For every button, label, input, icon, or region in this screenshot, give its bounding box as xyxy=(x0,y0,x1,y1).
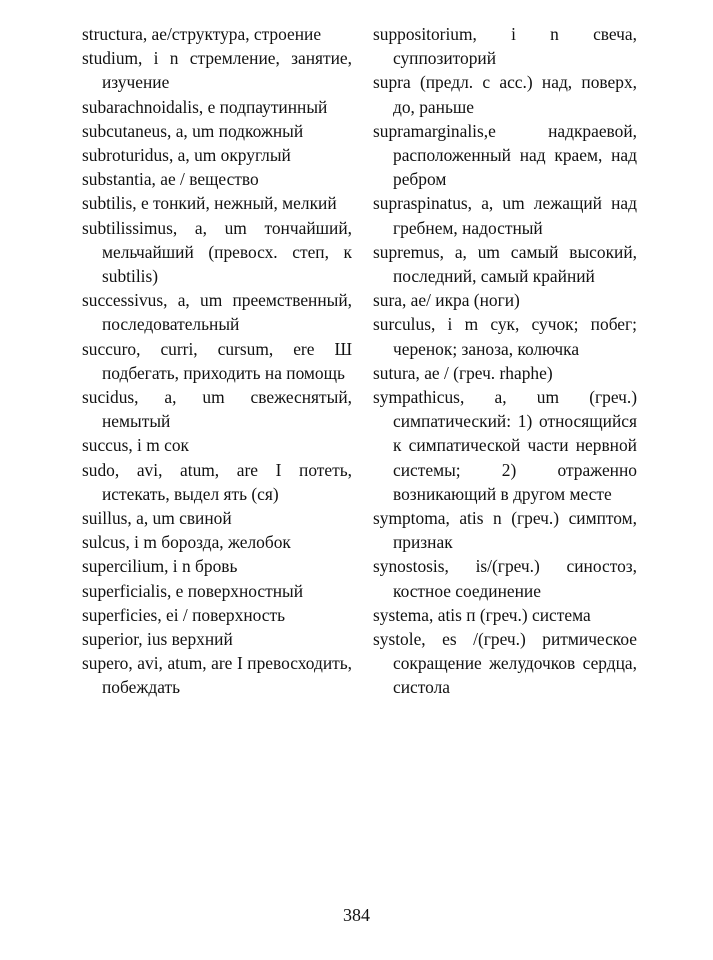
dictionary-entry: suppositorium, i n свеча, суппозиторий xyxy=(373,24,637,69)
dictionary-entry: sulcus, i m борозда, желобок xyxy=(82,532,291,553)
page-number: 384 xyxy=(343,905,370,925)
dictionary-entry: supercilium, i n бровь xyxy=(82,556,238,577)
dictionary-entry: supra (предл. с асс.) над, поверх, до, раньше xyxy=(373,72,637,117)
dictionary-entry: substantia, ae / вещество xyxy=(82,169,259,190)
dictionary-entry: subarachnoidalis, e подпаутинный xyxy=(82,96,328,117)
left-column xyxy=(82,22,352,700)
dictionary-entry: sura, ae/ икра (ноги) xyxy=(373,290,520,311)
dictionary-entry: sutura, ae / (греч. rhaphe) xyxy=(373,362,553,383)
dictionary-entry: succus, i m сок xyxy=(82,435,189,456)
dictionary-entry: succuro, curri, cursum, ere Ш подбегать, приходить на помощь xyxy=(82,338,352,383)
dictionary-entry: subtilis, e тонкий, нежный, мелкий xyxy=(82,193,337,214)
dictionary-entry: superior, ius верхний xyxy=(82,629,233,650)
dictionary-entry: systole, es /(греч.) ритмическое сокращение желудочков сердца, систола xyxy=(373,629,637,698)
dictionary-entry: sucidus, a, um свежеснятый, немытый xyxy=(82,387,352,432)
right-column xyxy=(373,22,637,700)
dictionary-entry: studium, i n стремление, занятие, изучение xyxy=(82,48,352,93)
dictionary-entry: sympathicus, a, um (греч.) симпатический: 1) относящийся к симпатической части нервной системы; 2) отраженно возникающий в другом месте xyxy=(373,387,637,504)
dictionary-entry: subroturidus, a, um округлый xyxy=(82,145,291,166)
dictionary-entry: structura, ae/структура, строение xyxy=(82,24,322,44)
dictionary-entry: systema, atis п (греч.) система xyxy=(373,604,591,625)
dictionary-entry: supremus, a, um самый высокий, последний, самый крайний xyxy=(373,241,637,287)
dictionary-entry: supramarginalis,e надкраевой, расположенный над краем, над ребром xyxy=(373,120,637,190)
dictionary-entry: surculus, i m сук, сучок; побег; черенок; заноза, колючка xyxy=(373,314,637,359)
dictionary-entry: successivus, a, um преемственный, последовательный xyxy=(82,290,352,335)
dictionary-entry: subtilissimus, a, um тончайший, мельчайший (превосх. степ, к subtilis) xyxy=(82,217,352,287)
dictionary-entry: synostosis, is/(греч.) синостоз, костное соединение xyxy=(373,556,637,601)
dictionary-entry: superficies, ei / поверхность xyxy=(82,604,286,625)
dictionary-entry: symptoma, atis n (греч.) симптом, признак xyxy=(373,508,637,553)
dictionary-entry: sudo, avi, atum, are I потеть, истекать, выдел ять (ся) xyxy=(82,459,352,504)
dictionary-entry: suillus, a, um свиной xyxy=(82,508,232,529)
dictionary-entry: superficialis, e поверхностный xyxy=(82,580,304,601)
dictionary-entry: supero, avi, atum, are I превосходить, побеждать xyxy=(82,653,352,698)
dictionary-entry: supraspinatus, a, um лежащий над гребнем, надостный xyxy=(373,193,637,238)
dictionary-entry: subcutaneus, a, um подкожный xyxy=(82,120,304,141)
